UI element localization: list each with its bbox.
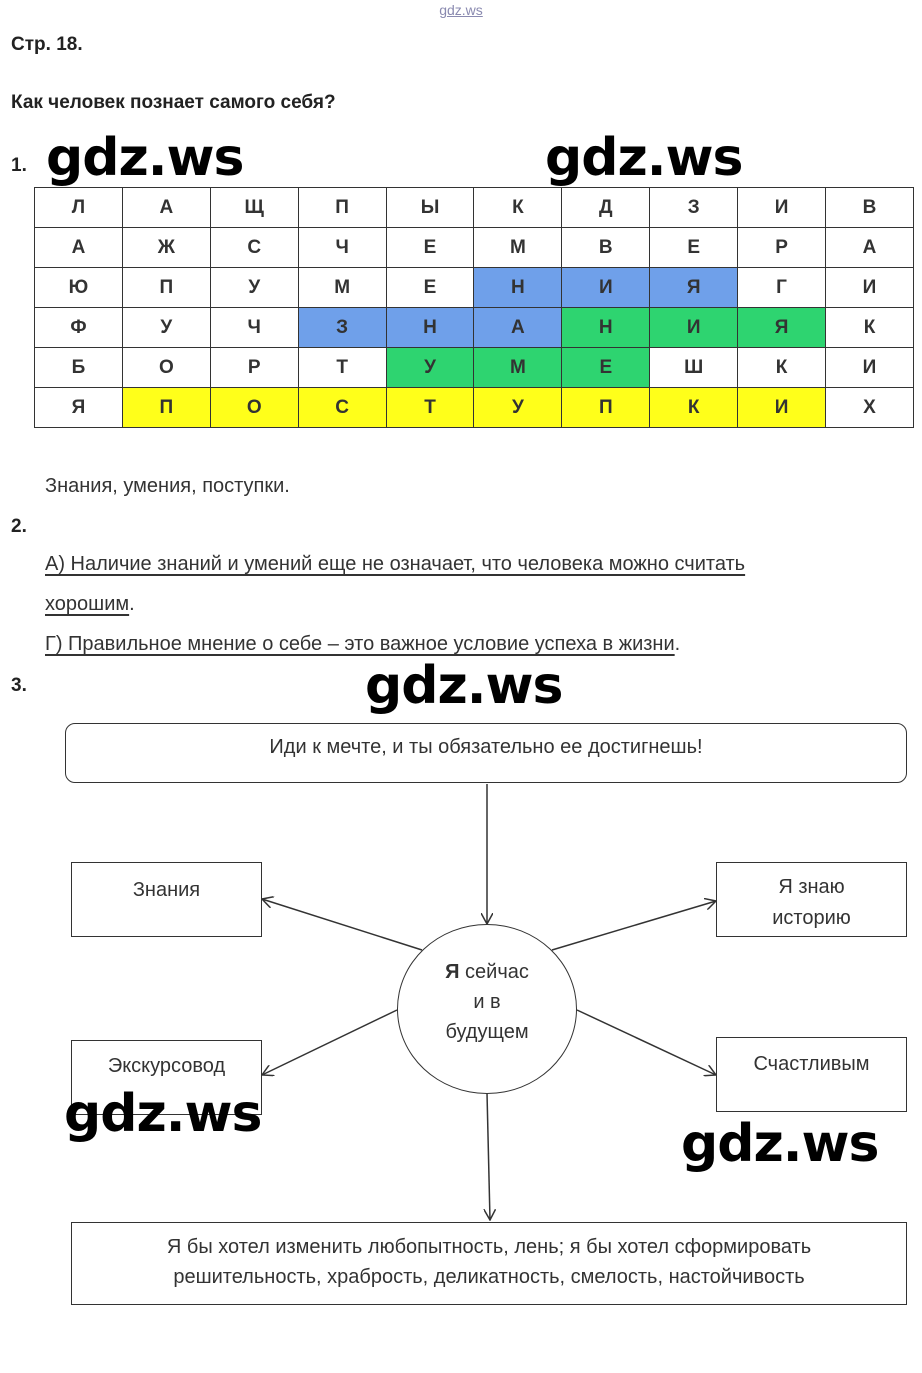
grid-cell: З: [650, 188, 738, 228]
grid-cell: Е: [386, 268, 474, 308]
goal-text: Иди к мечте, и ты обязательно ее достигнешь!: [269, 736, 703, 758]
task-number: 2.: [11, 516, 27, 537]
grid-cell: К: [826, 308, 914, 348]
task-number: 3.: [11, 675, 27, 696]
task-number: 1.: [11, 155, 27, 176]
grid-cell: Р: [210, 348, 298, 388]
grid-cell: В: [562, 228, 650, 268]
grid-cell: К: [650, 388, 738, 428]
grid-cell: П: [298, 188, 386, 228]
grid-cell: Я: [35, 388, 123, 428]
grid-cell: М: [474, 228, 562, 268]
arrow-to-happy: [577, 1010, 716, 1075]
center-line-2: и в: [473, 991, 501, 1013]
answer-a-period: .: [129, 593, 135, 615]
happy-box: [716, 1037, 907, 1112]
arrow-to-guide: [262, 1010, 397, 1075]
grid-cell: Ч: [298, 228, 386, 268]
grid-cell: Х: [826, 388, 914, 428]
grid-cell: Н: [562, 308, 650, 348]
grid-cell: И: [562, 268, 650, 308]
grid-cell: Р: [738, 228, 826, 268]
grid-cell: И: [650, 308, 738, 348]
grid-cell: А: [474, 308, 562, 348]
grid-cell: У: [210, 268, 298, 308]
watermark: gdz.ws: [64, 1084, 262, 1144]
grid-cell: П: [562, 388, 650, 428]
grid-cell: А: [35, 228, 123, 268]
grid-cell: У: [386, 348, 474, 388]
grid-cell: З: [298, 308, 386, 348]
source-link[interactable]: gdz.ws: [439, 2, 483, 18]
grid-cell: И: [738, 188, 826, 228]
watermark: gdz.ws: [545, 128, 743, 188]
happy-text: Счастливым: [753, 1053, 870, 1075]
guide-text: Экскурсовод: [107, 1055, 226, 1077]
answer-g-text: Г) Правильное мнение о себе – это важное условие успеха в жизни: [45, 633, 675, 655]
grid-cell: М: [298, 268, 386, 308]
arrow-to-knowledge: [262, 899, 422, 950]
grid-cell: Ф: [35, 308, 123, 348]
grid-cell: И: [826, 348, 914, 388]
change-box: [71, 1222, 907, 1305]
grid-cell: И: [738, 388, 826, 428]
grid-cell: П: [122, 388, 210, 428]
grid-cell: О: [122, 348, 210, 388]
arrow-to-bottom: [487, 1093, 490, 1220]
grid-cell: А: [122, 188, 210, 228]
watermark: gdz.ws: [46, 128, 244, 188]
center-text-1: сейчас: [459, 961, 529, 983]
grid-cell: Е: [386, 228, 474, 268]
grid-cell: А: [826, 228, 914, 268]
grid-cell: Н: [386, 308, 474, 348]
history-box: [716, 862, 907, 937]
grid-cell: Б: [35, 348, 123, 388]
grid-cell: К: [474, 188, 562, 228]
grid-cell: Щ: [210, 188, 298, 228]
answer-a-text-2: хорошим: [45, 593, 130, 615]
knowledge-text: Знания: [132, 879, 201, 901]
change-text-1: Я бы хотел изменить любопытность, лень; я бы хотел сформировать: [166, 1236, 812, 1258]
grid-cell: Г: [738, 268, 826, 308]
grid-cell: Л: [35, 188, 123, 228]
grid-cell: Е: [562, 348, 650, 388]
center-line-3: будущем: [445, 1021, 529, 1043]
section-heading: Как человек познает самого себя?: [11, 92, 336, 113]
arrow-to-history: [552, 901, 716, 950]
answer-a-text-1: А) Наличие знаний и умений еще не означает, что человека можно считать: [45, 553, 746, 575]
answer-g-period: .: [674, 633, 681, 655]
center-circle: [397, 924, 577, 1094]
grid-cell: О: [210, 388, 298, 428]
grid-cell: Т: [298, 348, 386, 388]
watermark: gdz.ws: [681, 1114, 879, 1174]
grid-cell: С: [298, 388, 386, 428]
grid-cell: П: [122, 268, 210, 308]
task1-answer: Знания, умения, поступки.: [45, 475, 290, 497]
grid-cell: Ч: [210, 308, 298, 348]
change-text-2: решительность, храбрость, деликатность, смелость, настойчивость: [173, 1266, 805, 1288]
grid-cell: Я: [738, 308, 826, 348]
grid-cell: Ш: [650, 348, 738, 388]
history-text-1: Я знаю: [778, 876, 845, 898]
grid-cell: У: [474, 388, 562, 428]
grid-cell: В: [826, 188, 914, 228]
grid-cell: С: [210, 228, 298, 268]
grid-cell: Д: [562, 188, 650, 228]
page-reference: Стр. 18.: [11, 34, 83, 55]
grid-cell: Ю: [35, 268, 123, 308]
grid-cell: М: [474, 348, 562, 388]
grid-cell: Я: [650, 268, 738, 308]
goal-box: [65, 723, 907, 783]
center-line-1: [398, 957, 576, 987]
watermark: gdz.ws: [365, 656, 563, 716]
grid-cell: Н: [474, 268, 562, 308]
grid-cell: Е: [650, 228, 738, 268]
history-text-2: историю: [772, 907, 851, 929]
grid-cell: К: [738, 348, 826, 388]
knowledge-box: [71, 862, 262, 937]
grid-cell: Ж: [122, 228, 210, 268]
grid-cell: Т: [386, 388, 474, 428]
grid-cell: Ы: [386, 188, 474, 228]
grid-cell: И: [826, 268, 914, 308]
grid-cell: У: [122, 308, 210, 348]
center-bold-word: Я: [445, 961, 460, 983]
